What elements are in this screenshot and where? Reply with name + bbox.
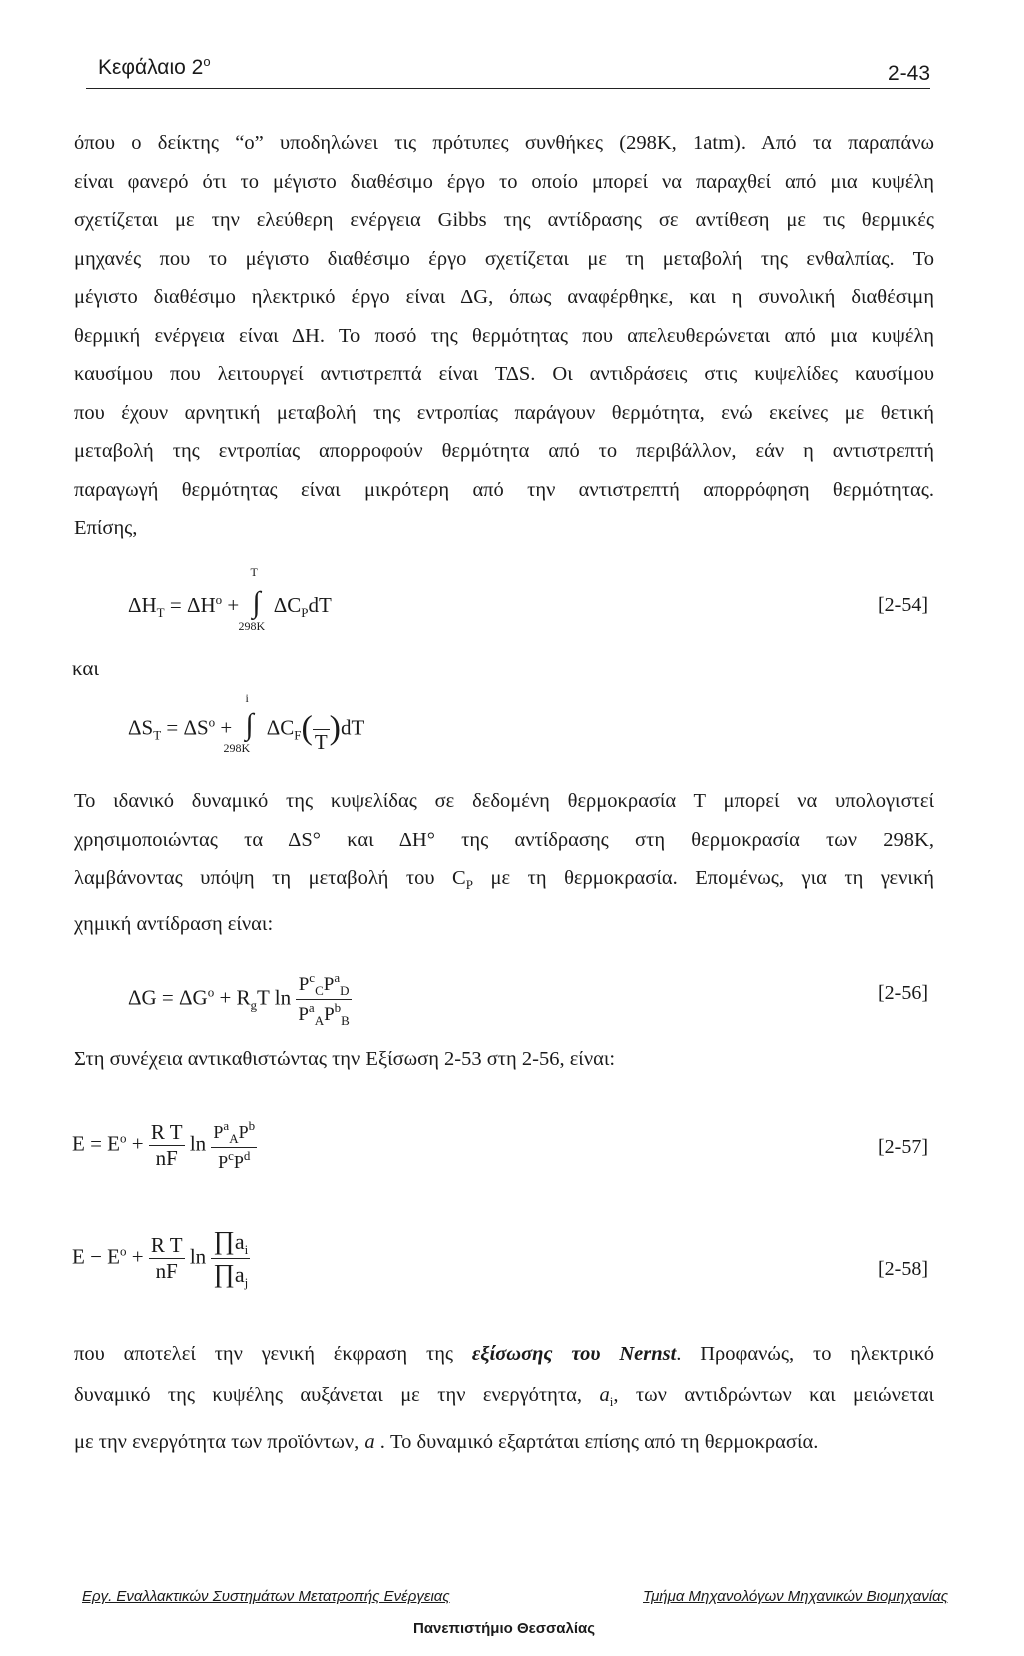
page-number: 2-43	[887, 62, 930, 85]
text-line: λαμβάνοντας υπόψη τη μεταβολή του $C_P$ με τη θερμοκρασία. Επομένως, για τη γενική	[74, 867, 934, 892]
equation-2-55: $\Delta S_T = \Delta S^o$ + i ∫ 298K $\Delta C_F$( T )dT	[128, 691, 365, 756]
text-line: θερμική ενέργεια είναι ΔΗ. Το ποσό της θερμότητας που απελευθερώνεται από μια κυψέλη	[74, 324, 934, 347]
text-line: όπου ο δείκτης “ο” υποδηλώνει τις πρότυπες συνθήκες (298K, 1atm). Από τα παραπάνω	[74, 132, 934, 154]
chapter-title: Κεφάλαιο $2^o$	[98, 54, 211, 79]
equation-number: [2-54]	[878, 594, 928, 616]
page-header	[86, 48, 930, 89]
conjunction-text: και	[72, 656, 100, 680]
equation-2-56: $\Delta G = \Delta G^o + R_gT$ ln $\frac{P^c_CP^a_D}{P^a_AP^b_B}$	[128, 970, 350, 1028]
equation-2-57: $E = E^o$ + $\frac{\text{R T}}{nF}$ ln $\frac{P^a_AP^b}{P^cP^d}$	[72, 1118, 256, 1172]
equation-2-58: $E - E^o$ + $\frac{\text{R T}}{nF}$ ln $\frac{\prod a_i}{\prod a_j}$	[72, 1226, 249, 1290]
footer-lab-name: Εργ. Εναλλακτικών Συστημάτων Μετατροπής Ενέργειας	[82, 1588, 450, 1605]
text-line: που έχουν αρνητική μεταβολή της εντροπίας παράγουν θερμότητα, ενώ εκείνες με θετική	[74, 401, 934, 424]
text-line: μέγιστο διαθέσιμο ηλεκτρικό έργο είναι ΔG, όπως αναφέρθηκε, και η συνολική διαθέσιμη	[74, 286, 934, 308]
text-line: μεταβολή της εντροπίας απορροφούν θερμότητα από το περιβάλλον, εάν η αντιστρεπτή	[74, 440, 934, 462]
emphasized-term: εξίσωσης του Nernst	[471, 1343, 677, 1365]
text-line: Επίσης,	[74, 517, 138, 539]
equation-number: [2-56]	[878, 982, 928, 1004]
middle-paragraph	[74, 782, 934, 943]
equation-number: [2-58]	[878, 1258, 928, 1280]
footer-university: Πανεπιστήμιο Θεσσαλίας	[412, 1620, 596, 1637]
text-line: που αποτελεί την γενική έκφραση της εξίσωσης του Nernst. Προφανώς, το ηλεκτρικό	[74, 1343, 935, 1365]
text-line: χημική αντίδραση είναι:	[74, 912, 274, 935]
closing-paragraph	[74, 1334, 934, 1463]
intro-paragraph	[74, 124, 934, 548]
text-line: είναι φανερό ότι το μέγιστο διαθέσιμο έργο το οποίο μπορεί να παραχθεί από μια κυψέλη	[74, 170, 934, 193]
equation-2-54: $\Delta H_T = \Delta H^o$ + T ∫ 298K $\Delta C_PdT$	[128, 565, 332, 633]
text-line: Το ιδανικό δυναμικό της κυψελίδας σε δεδομένη θερμοκρασία Τ μπορεί να υπολογιστεί	[74, 790, 934, 812]
text-line: με την ενεργότητα των προϊόντων, a . Το δυναμικό εξαρτάται επίσης από τη θερμοκρασία.	[74, 1431, 819, 1453]
text-line: χρησιμοποιώντας τα ΔS° και ΔΗ° της αντίδρασης στη θερμοκρασία των 298Κ,	[74, 828, 934, 851]
footer-department: Τμήμα Μηχανολόγων Μηχανικών Βιομηχανίας	[643, 1588, 948, 1605]
equation-number: [2-57]	[878, 1136, 928, 1158]
text-line: μηχανές που το μέγιστο διαθέσιμο έργο σχετίζεται με τη μεταβολή της ενθαλπίας. Το	[74, 247, 934, 270]
text-line: Στη συνέχεια αντικαθιστώντας την Εξίσωση 2-53 στη 2-56, είναι:	[74, 1048, 616, 1070]
transition-paragraph	[74, 1040, 934, 1079]
text-line: καυσίμου που λειτουργεί αντιστρεπτά είναι ΤΔS. Οι αντιδράσεις στις κυψελίδες καυσίμου	[74, 363, 934, 385]
text-line: παραγωγή θερμότητας είναι μικρότερη από την αντιστρεπτή απορρόφηση θερμότητας.	[74, 478, 934, 501]
text-line: δυναμικό της κυψέλης αυξάνεται με την ενεργότητα, $a_i$, των αντιδρώντων και μειώνεται	[74, 1384, 934, 1409]
text-line: σχετίζεται με την ελεύθερη ενέργεια Gibbs της αντίδρασης σε αντίθεση με τις θερμικές	[74, 209, 934, 231]
